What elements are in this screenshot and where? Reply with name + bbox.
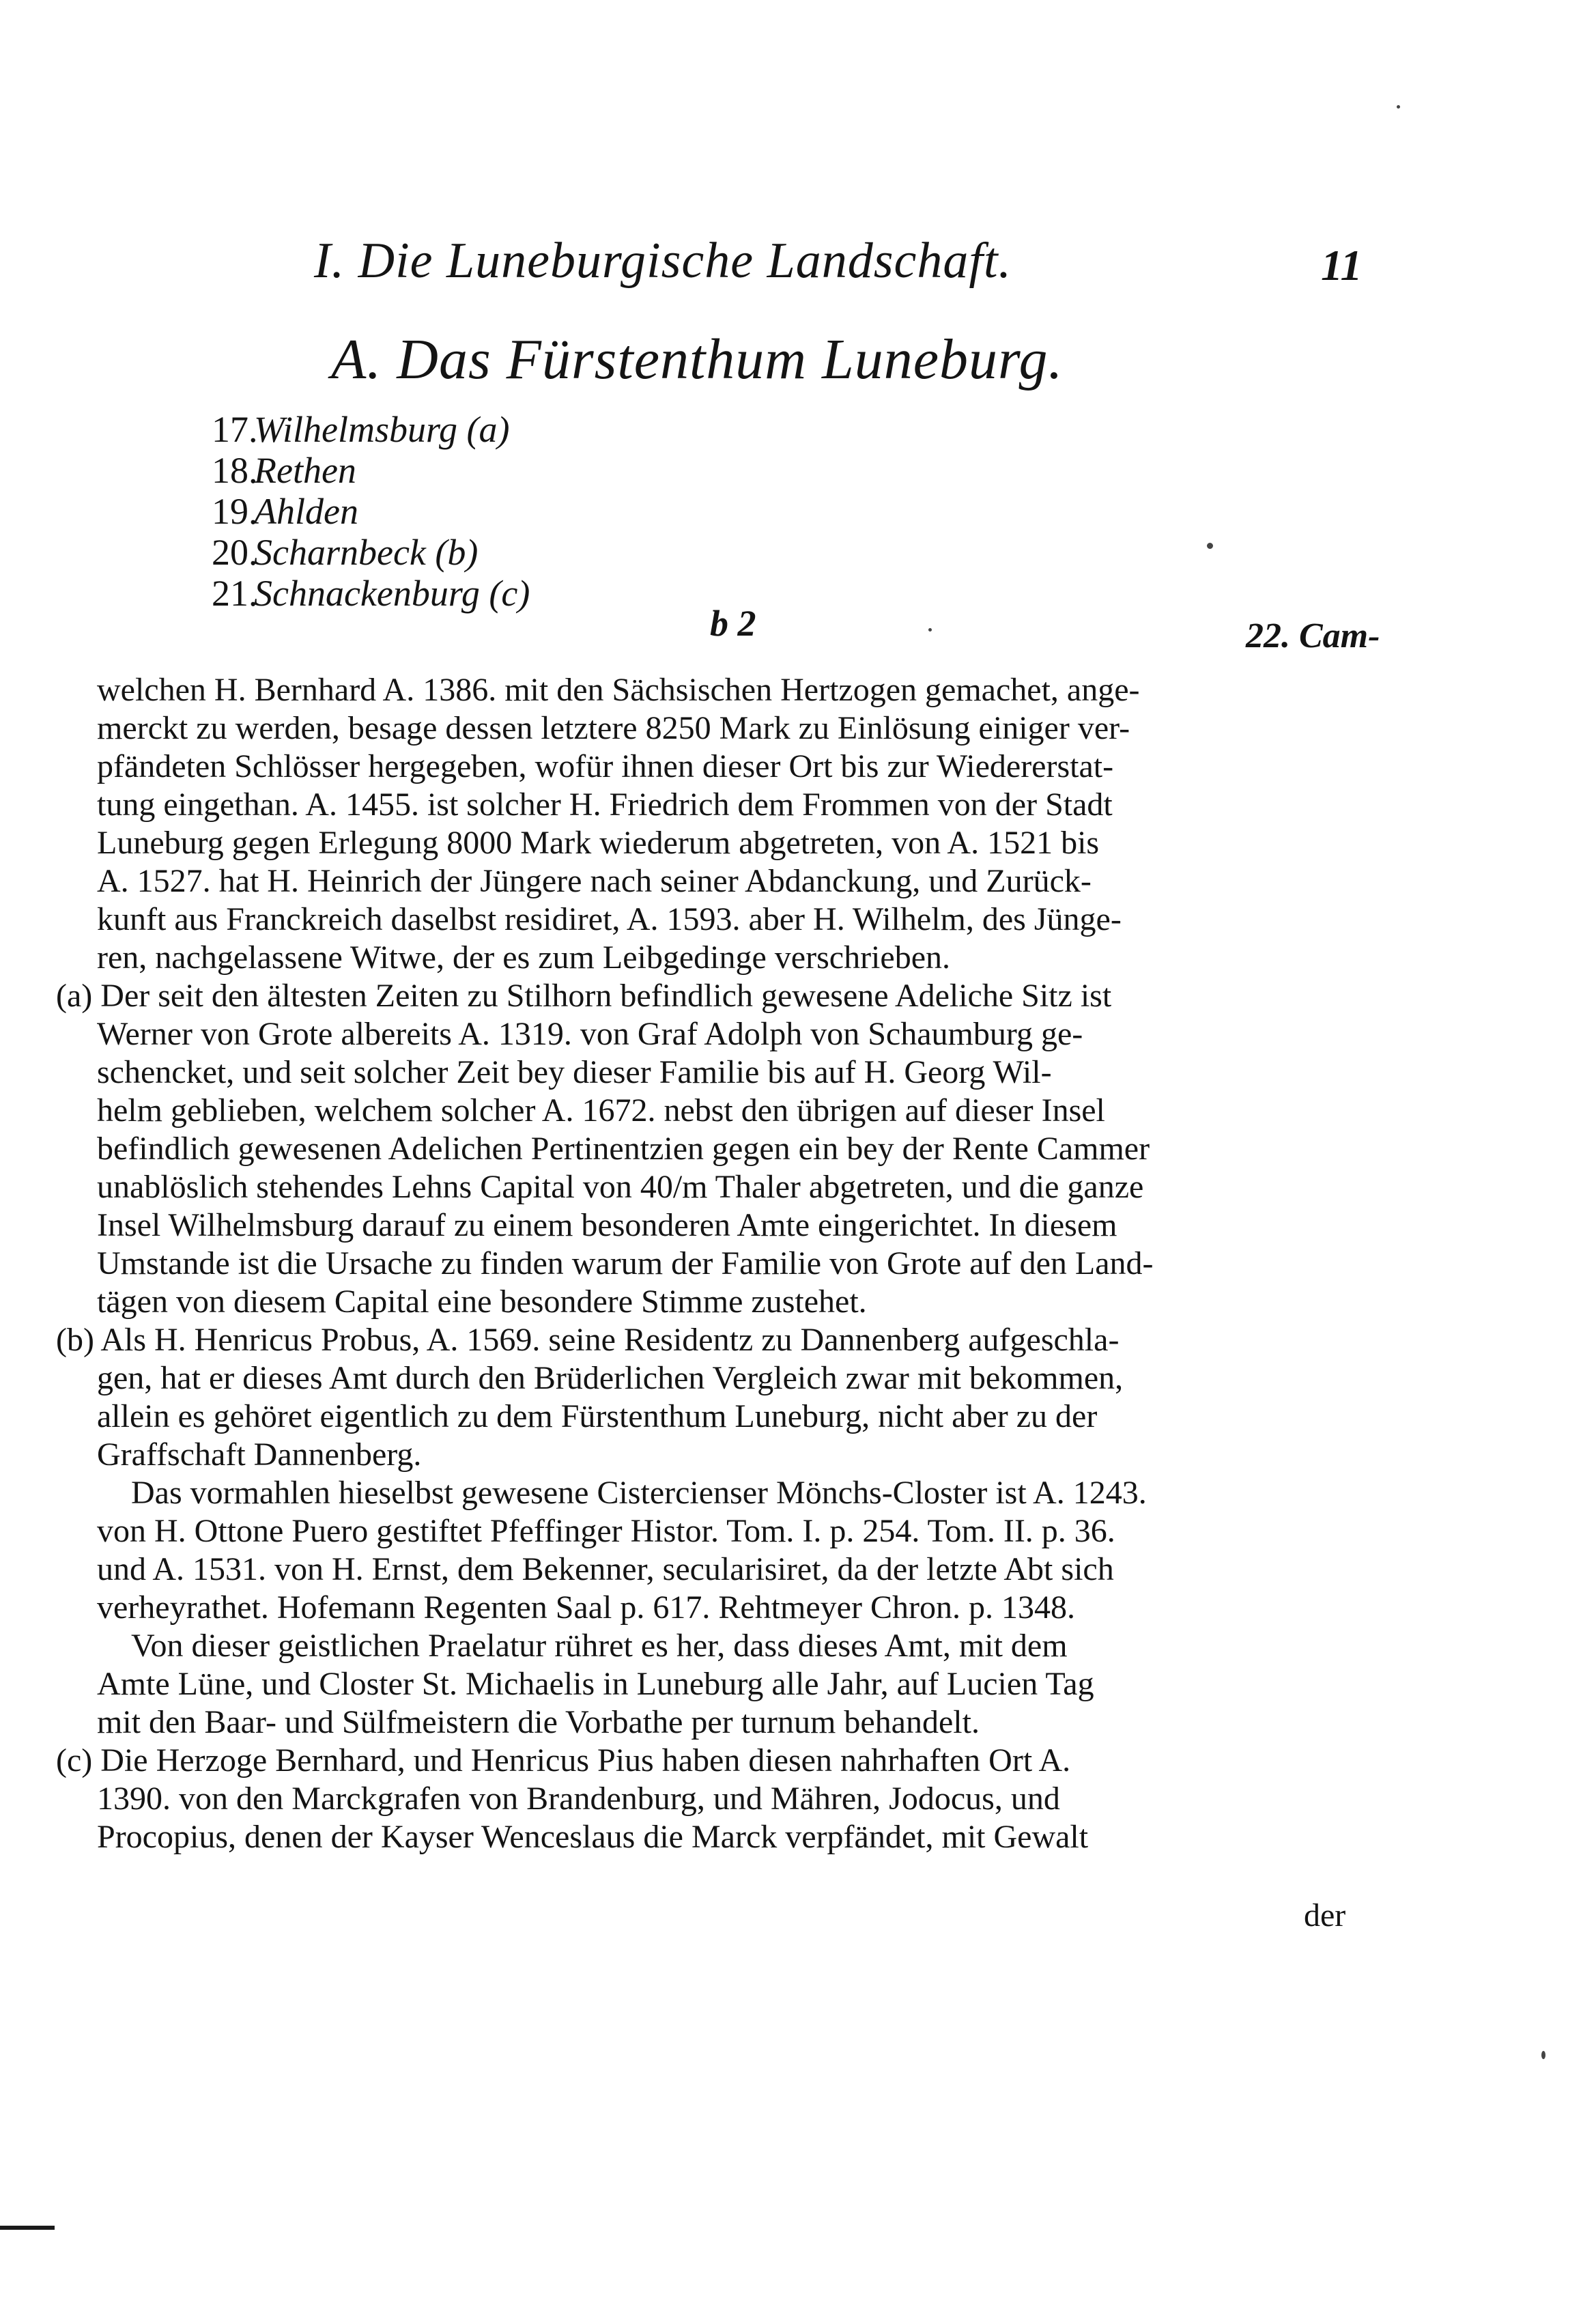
item-number: 20. [212,532,258,573]
list-item [212,449,356,492]
footnote-line: allein es gehöret eigentlich zu dem Fürstenthum Luneburg, nicht aber zu der [97,1398,1098,1434]
footnote-line: tägen von diesem Capital eine besondere Stimme zustehet. [97,1284,867,1320]
catchword-top: 22. Cam- [1246,617,1380,655]
text-line: Luneburg gegen Erlegung 8000 Mark wiederum abgetreten, von A. 1521 bis [97,825,1100,861]
footnote-line: Umstande ist die Ursache zu finden warum der Familie von Grote auf den Land- [97,1245,1154,1281]
text-line: welchen H. Bernhard A. 1386. mit den Sächsischen Hertzogen gemachet, ange- [97,672,1140,708]
text-line: kunft aus Franckreich daselbst residiret, A. 1593. aber H. Wilhelm, des Jünge- [97,901,1122,937]
item-number: 18. [212,450,258,491]
item-name: Wilhelmsburg (a) [254,409,510,450]
footnote-line: Werner von Grote albereits A. 1319. von Graf Adolph von Schaumburg ge- [97,1016,1083,1052]
catchword-bottom: der [1304,1897,1346,1933]
item-name: Ahlden [254,491,358,532]
footnote-line: (c) Die Herzoge Bernhard, und Henricus Pius haben diesen nahrhaften Ort A. [56,1742,1071,1779]
footnote-line: Amte Lüne, und Closter St. Michaelis in Luneburg alle Jahr, auf Lucien Tag [97,1666,1094,1702]
section-title: A. Das Fürstenthum Luneburg. [331,328,1064,391]
text-line: ren, nachgelassene Witwe, der es zum Leibgedinge verschrieben. [97,939,950,976]
footnote-line: Insel Wilhelmsburg darauf zu einem besonderen Amte eingerichtet. In diesem [97,1207,1117,1243]
footnote-line: und A. 1531. von H. Ernst, dem Bekenner, secularisiret, da der letzte Abt sich [97,1551,1114,1587]
footnote-line: mit den Baar- und Sülfmeistern die Vorbathe per turnum behandelt. [97,1704,980,1740]
scan-speck [1397,105,1400,109]
text-line: pfändeten Schlösser hergegeben, wofür ihnen dieser Ort bis zur Wiedererstat- [97,748,1114,784]
footnote-line: unablöslich stehendes Lehns Capital von 40/m Thaler abgetreten, und die ganze [97,1169,1144,1205]
footnote-line: Graffschaft Dannenberg. [97,1436,422,1473]
footnote-line: gen, hat er dieses Amt durch den Brüderlichen Vergleich zwar mit bekommen, [97,1360,1124,1396]
item-number: 21. [212,573,258,614]
text-line: A. 1527. hat H. Heinrich der Jüngere nach seiner Abdanckung, und Zurück- [97,863,1092,899]
footnote-line: 1390. von den Marckgrafen von Brandenburg, und Mähren, Jodocus, und [97,1781,1060,1817]
signature-mark: b 2 [710,603,756,644]
footnote-line: Von dieser geistlichen Praelatur rühret es her, dass dieses Amt, mit dem [131,1628,1068,1664]
footnote-line: von H. Ottone Puero gestiftet Pfeffinger Histor. Tom. I. p. 254. Tom. II. p. 36. [97,1513,1115,1549]
running-title: I. Die Luneburgische Landschaft. [314,233,1012,289]
scan-speck [1541,2051,1545,2059]
footnote-line: (a) Der seit den ältesten Zeiten zu Stilhorn befindlich gewesene Adeliche Sitz ist [56,978,1112,1014]
footnote-line: schencket, und seit solcher Zeit bey dieser Familie bis auf H. Georg Wil- [97,1054,1052,1090]
footnote-line: helm geblieben, welchem solcher A. 1672. nebst den übrigen auf dieser Insel [97,1092,1105,1129]
text-line: merckt zu werden, besage dessen letztere 8250 Mark zu Einlösung einiger ver- [97,710,1130,746]
footnote-line: Procopius, denen der Kayser Wenceslaus die Marck verpfändet, mit Gewalt [97,1819,1089,1855]
item-name: Rethen [254,450,356,491]
footnote-line: verheyrathet. Hofemann Regenten Saal p. 617. Rehtmeyer Chron. p. 1348. [97,1589,1075,1626]
list-item [212,490,358,533]
footnote-line: (b) Als H. Henricus Probus, A. 1569. seine Residentz zu Dannenberg aufgeschla- [56,1322,1120,1358]
footnote-line: Das vormahlen hieselbst gewesene Cistercienser Mönchs-Closter ist A. 1243. [131,1475,1147,1511]
footnote-line: befindlich gewesenen Adelichen Pertinentzien gegen ein bey der Rente Cammer [97,1131,1150,1167]
list-item [212,408,509,451]
scan-speck [928,628,932,632]
item-number: 17. [212,409,258,450]
scan-speck [1207,543,1213,549]
item-number: 19. [212,491,258,532]
list-item [212,531,478,573]
body-text [56,671,1386,1856]
text-line: tung eingethan. A. 1455. ist solcher H. Friedrich dem Frommen von der Stadt [97,787,1113,823]
item-name: Schnackenburg (c) [254,573,530,614]
page-number: 11 [1321,241,1363,289]
scan-edge-mark [0,2226,55,2230]
item-name: Scharnbeck (b) [254,532,479,573]
list-item [212,572,530,614]
